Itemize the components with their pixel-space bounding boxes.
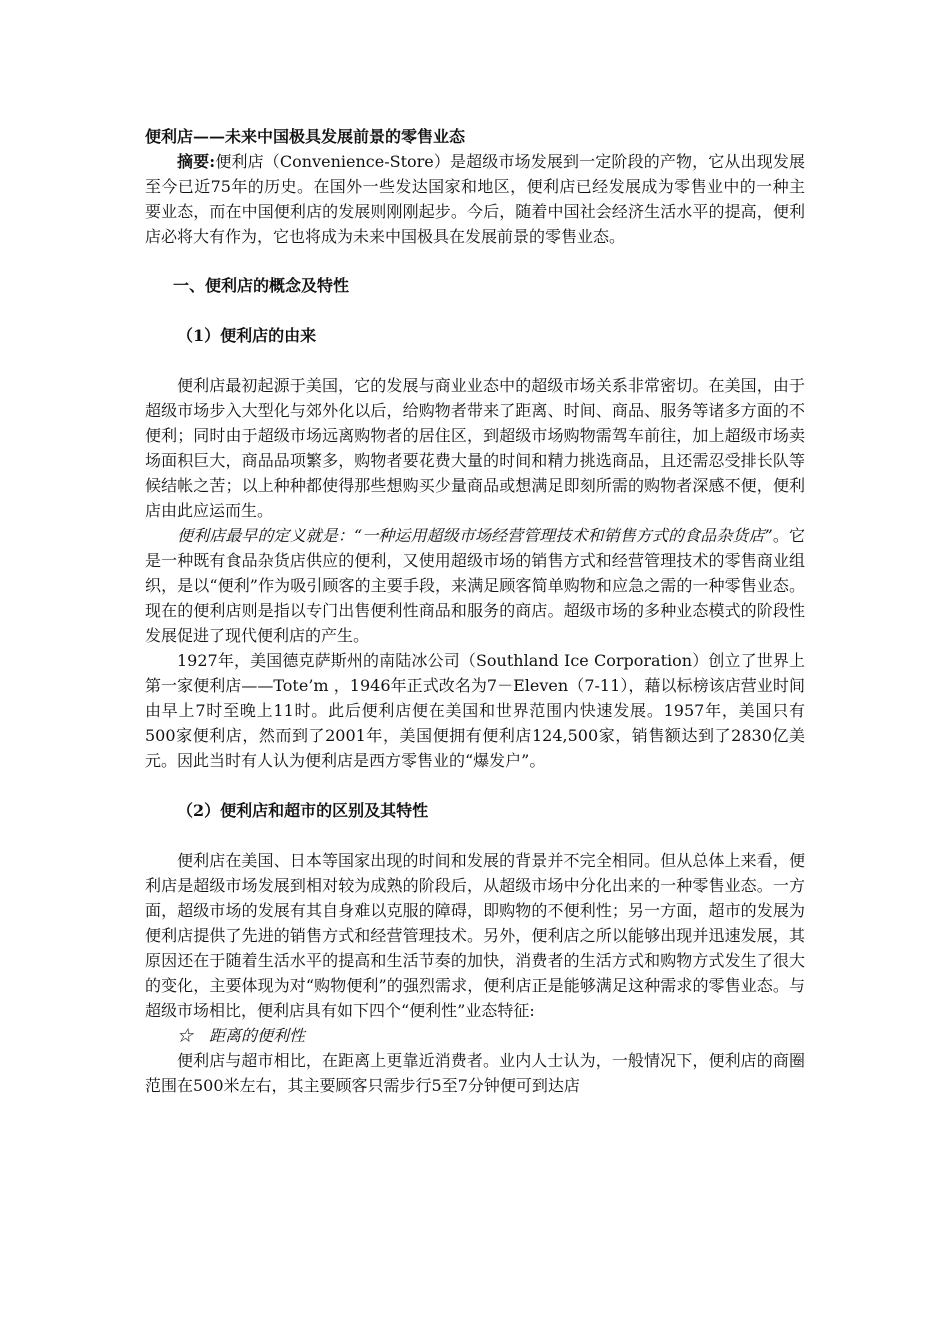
abstract-text: 便利店（Convenience-Store）是超级市场发展到一定阶段的产物，它从出现发展至今已近75年的历史。在国外一些发达国家和地区，便利店已经发展成为零售业中的一种主要业态，而在中国便利店的发展则刚刚起步。今后，随着中国社会经济生活水平的提高，便利店必将大有作为，它也将成为未来中国极具在发展前景的零售业态。 [145,152,805,246]
paragraph-origin-1: 便利店最初起源于美国，它的发展与商业业态中的超级市场关系非常密切。在美国，由于超级市场步入大型化与郊外化以后，给购物者带来了距离、时间、商品、服务等诸多方面的不便利；同时由于超级市场远离购物者的居住区，到超级市场购物需驾车前往，加上超级市场卖场面积巨大，商品品项繁多，购物者要花费大量的时间和精力挑选商品，且还需忍受排长队等候结帐之苦；以上种种都使得那些想购买少量商品或想满足即刻所需的购物者深感不便，便利店由此应运而生。 [145,376,805,520]
section-heading-1: 一、便利店的概念及特性 [173,276,350,295]
paragraph-difference: 便利店在美国、日本等国家出现的时间和发展的背景并不完全相同。但从总体上来看，便利店是超级市场发展到相对较为成熟的阶段后，从超级市场中分化出来的一种零售业态。一方面，超级市场的发展有其自身难以克服的障碍，即购物的不便利性；另一方面，超市的发展为便利店提供了先进的销售方式和经营管理技术。另外，便利店之所以能够出现并迅速发展，其原因还在于随着生活水平的提高和生活节奏的加快，消费者的生活方式和购物方式发生了很大的变化，主要体现为对“购物便利”的强烈需求，便利店正是能够满足这种需求的零售业态。与超级市场相比，便利店具有如下四个“便利性”业态特征: [145,851,805,1020]
definition-rest: 。它是一种既有食品杂货店供应的便利，又使用超级市场的销售方式和经营管理技术的零售商业组织，是以“便利”作为吸引顾客的主要手段，来满足顾客简单购物和应急之需的一种零售业态。现在的便利店则是指以专门出售便利性商品和服务的商店。超级市场的多种业态模式的阶段性发展促进了现代便利店的产生。 [145,526,805,645]
paragraph-definition [145,523,805,648]
subsection-heading-1: （1）便利店的由来 [177,326,317,345]
feature-item-distance: ☆ 距离的便利性 [177,1026,306,1045]
document-title: 便利店——未来中国极具发展前景的零售业态 [145,127,466,146]
subsection-heading-2: （2）便利店和超市的区别及其特性 [177,801,429,820]
paragraph-distance: 便利店与超市相比，在距离上更靠近消费者。业内人士认为，一般情况下，便利店的商圈范围在500米左右，其主要顾客只需步行5至7分钟便可到达店 [145,1051,805,1095]
paragraph-history: 1927年，美国德克萨斯州的南陆冰公司（Southland Ice Corporation）创立了世界上第一家便利店——Tote’m ，1946年正式改名为7－Eleven（7-11），藉以标榜该店营业时间由早上7时至晚上11时。此后便利店便在美国和世界范围内快速发展。1957年，美国只有500家便利店，然而到了2001年，美国便拥有便利店124,500家，销售额达到了2830亿美元。因此当时有人认为便利店是西方零售业的“爆发户”。 [145,651,805,770]
document-page [145,124,805,1098]
abstract-label: 摘要: [177,152,216,171]
abstract-paragraph [145,149,805,249]
definition-quote: 便利店最早的定义就是：“一种运用超级市场经营管理技术和销售方式的食品杂货店” [177,526,773,545]
